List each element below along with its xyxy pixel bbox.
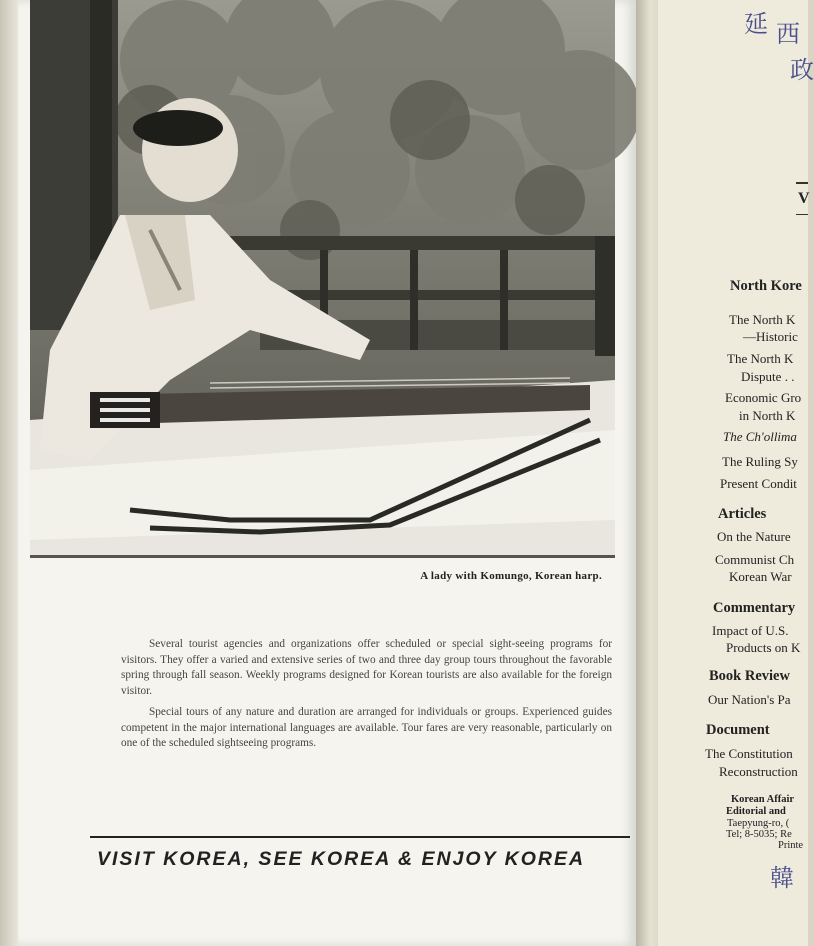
imprint-line: Printe xyxy=(778,840,804,851)
handwriting-top: 延 xyxy=(744,10,768,38)
toc-item: The North K xyxy=(729,312,796,327)
right-page xyxy=(658,0,814,946)
toc-item: in North K xyxy=(739,408,796,423)
toc-heading-document: Document xyxy=(706,722,770,738)
paragraph-2: Special tours of any nature and duration are arranged for individuals or groups. Experienced guides competent in the major international languages are available. Tour fares are very reasonable, particularly on one of the scheduled sightseeing programs. xyxy=(121,706,612,749)
imprint-line: Tel; 8-5035; Re xyxy=(726,829,792,840)
imprint-line: Editorial and xyxy=(726,806,786,817)
slogan-rule xyxy=(90,836,630,838)
handwriting-top-2: 西 xyxy=(776,20,800,48)
toc-item: The Ruling Sy xyxy=(722,454,798,469)
toc-item: Present Condit xyxy=(720,476,797,491)
paragraph-1: Several tourist agencies and organizations offer scheduled or special sight-seeing programs for visitors. They offer a varied and extensive series of two and three day group tours throughout the favorable spring through fall season. Weekly programs designed for Korean tourists are also available for the foreign visitor. xyxy=(121,638,612,697)
imprint-line: Taepyung-ro, ( xyxy=(727,818,790,829)
toc-heading-book-review: Book Review xyxy=(709,668,790,684)
imprint-line: Korean Affair xyxy=(731,794,795,805)
partial-heading-letter: V xyxy=(798,190,810,207)
body-text xyxy=(121,637,612,758)
toc-item: Impact of U.S. xyxy=(712,623,789,638)
toc-item: The Ch'ollima xyxy=(723,429,797,444)
page-edge xyxy=(0,0,20,946)
handwriting-second: 政 xyxy=(790,56,814,84)
komungo-photo xyxy=(30,0,615,558)
book-gutter xyxy=(636,0,660,946)
toc-heading-articles: Articles xyxy=(718,506,767,522)
toc-item: The North K xyxy=(727,351,794,366)
toc-item: Communist Ch xyxy=(715,552,795,567)
photo-illustration xyxy=(30,0,615,558)
toc-item: The Constitution xyxy=(705,746,793,761)
toc-heading-north-korea: North Kore xyxy=(730,278,802,294)
toc-item: Korean War xyxy=(729,569,792,584)
handwriting-bottom: 韓 xyxy=(770,864,794,892)
toc-item: Products on K xyxy=(726,640,801,655)
header-rule xyxy=(796,182,808,184)
photo-caption: A lady with Komungo, Korean harp. xyxy=(420,570,602,582)
toc-item: —Historic xyxy=(743,329,798,344)
header-rule-2 xyxy=(796,214,808,215)
toc-heading-commentary: Commentary xyxy=(713,600,796,616)
toc-item: On the Nature xyxy=(717,529,791,544)
toc-item: Economic Gro xyxy=(725,390,802,405)
toc-item: Reconstruction xyxy=(719,764,798,779)
slogan: VISIT KOREA, SEE KOREA & ENJOY KOREA xyxy=(97,848,586,870)
toc-item: Dispute . . xyxy=(741,369,795,384)
toc-item: Our Nation's Pa xyxy=(708,692,791,707)
